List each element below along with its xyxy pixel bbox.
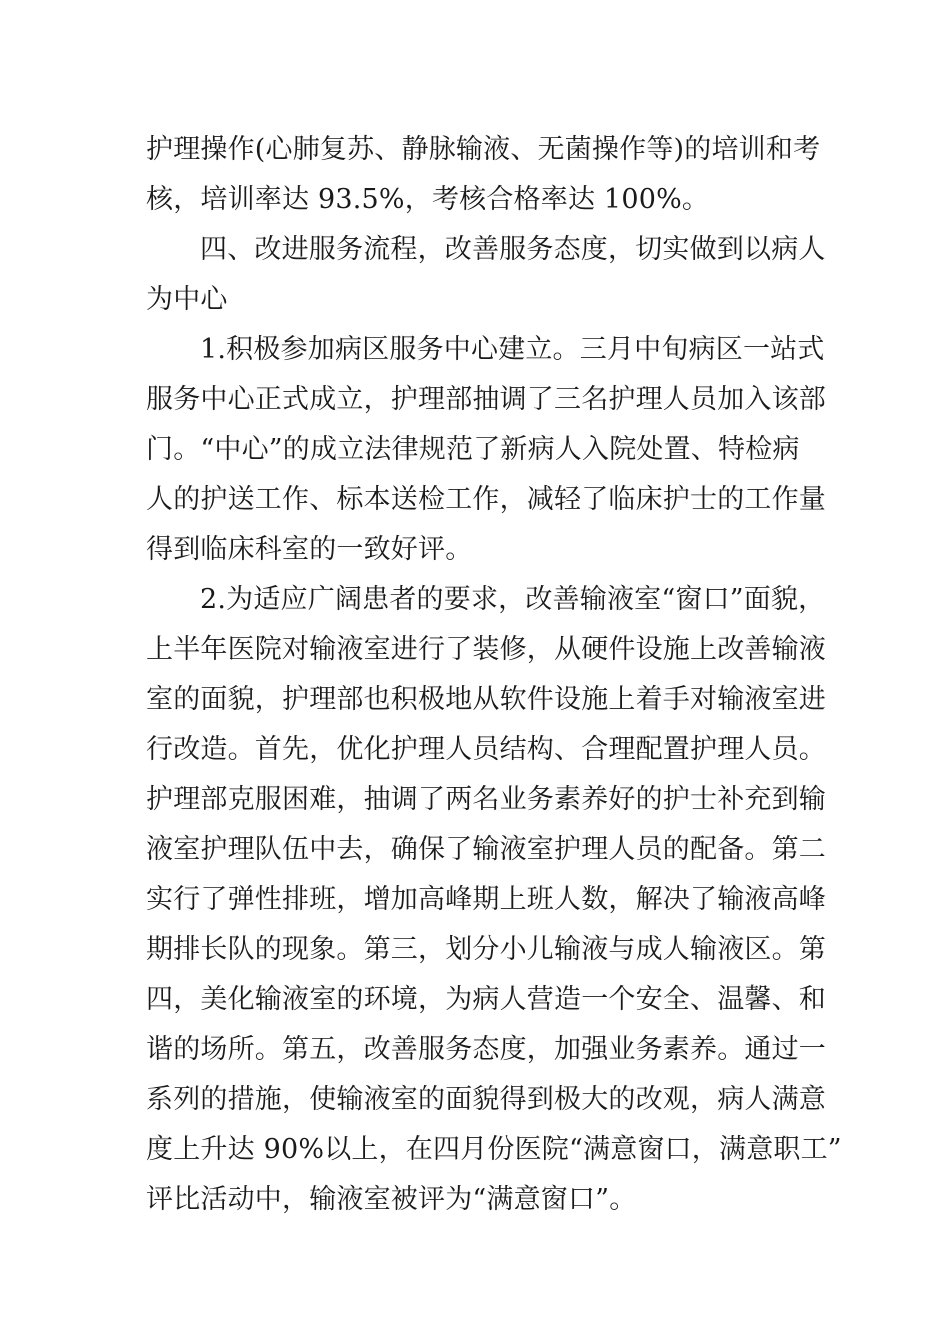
text-line-6: 服务中心正式成立，护理部抽调了三名护理人员加入该部 xyxy=(146,384,826,415)
text-line-20: 系列的措施，使输液室的面貌得到极大的改观，病人满意 xyxy=(146,1084,826,1115)
text-line-1: 护理操作(心肺复苏、静脉输液、无菌操作等)的培训和考 xyxy=(146,134,821,165)
text-line-15: 液室护理队伍中去，确保了输液室护理人员的配备。第二 xyxy=(146,834,826,865)
text-line-22: 评比活动中，输液室被评为“满意窗口”。 xyxy=(146,1184,637,1215)
section-heading-line-2: 为中心 xyxy=(146,284,228,315)
text-line-13: 行改造。首先，优化护理人员结构、合理配置护理人员。 xyxy=(146,734,826,765)
text-line-19: 谐的场所。第五，改善服务态度，加强业务素养。通过一 xyxy=(146,1034,826,1065)
text-line-21: 度上升达 90%以上，在四月份医院“满意窗口，满意职工” xyxy=(146,1134,842,1165)
section-heading-line-1: 四、改进服务流程，改善服务态度，切实做到以病人 xyxy=(200,234,826,265)
text-line-5: 1.积极参加病区服务中心建立。三月中旬病区一站式 xyxy=(200,334,825,365)
text-line-2: 核，培训率达 93.5%，考核合格率达 100%。 xyxy=(146,184,710,215)
text-line-11: 上半年医院对输液室进行了装修，从硬件设施上改善输液 xyxy=(146,634,826,665)
text-line-14: 护理部克服困难，抽调了两名业务素养好的护士补充到输 xyxy=(146,784,826,815)
text-line-16: 实行了弹性排班，增加高峰期上班人数，解决了输液高峰 xyxy=(146,884,826,915)
text-line-18: 四，美化输液室的环境，为病人营造一个安全、温馨、和 xyxy=(146,984,826,1015)
text-line-7: 门。“中心”的成立法律规范了新病人入院处置、特检病 xyxy=(146,434,800,465)
text-line-8: 人的护送工作、标本送检工作，减轻了临床护士的工作量 xyxy=(146,484,826,515)
text-line-9: 得到临床科室的一致好评。 xyxy=(146,534,473,565)
text-line-17: 期排长队的现象。第三，划分小儿输液与成人输液区。第 xyxy=(146,934,826,965)
text-line-12: 室的面貌，护理部也积极地从软件设施上着手对输液室进 xyxy=(146,684,826,715)
text-line-10: 2.为适应广阔患者的要求，改善输液室“窗口”面貌， xyxy=(200,584,826,615)
